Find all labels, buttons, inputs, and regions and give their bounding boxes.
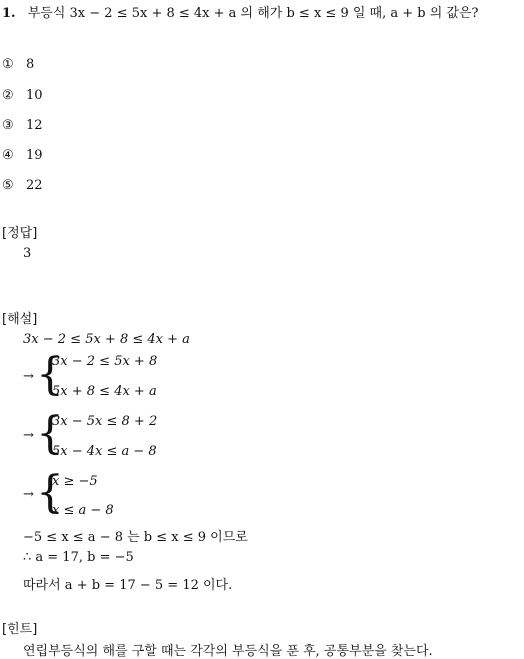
option-2[interactable] (2, 88, 43, 103)
solution-label: [해설] (2, 312, 38, 327)
solution-range-line: −5 ≤ x ≤ a − 8 는 b ≤ x ≤ 9 이므로 (23, 530, 248, 545)
option-mark: ⑤ (2, 178, 14, 193)
system-2-line-1: 3x − 5x ≤ 8 + 2 (52, 414, 158, 429)
option-1[interactable] (2, 57, 34, 72)
option-value: 22 (26, 178, 43, 193)
brace-icon: { (36, 349, 64, 400)
option-value: 8 (26, 57, 35, 72)
brace-icon: { (36, 408, 64, 459)
option-mark: ① (2, 57, 14, 72)
system-2-line-2: 5x − 4x ≤ a − 8 (52, 444, 157, 459)
solution-therefore-line: ∴ a = 17, b = −5 (23, 550, 134, 565)
option-3[interactable] (2, 118, 43, 133)
system-2 (23, 408, 223, 464)
option-value: 19 (26, 148, 43, 163)
option-mark: ② (2, 88, 14, 103)
solution-conclusion: 따라서 a + b = 17 − 5 = 12 이다. (23, 578, 233, 593)
option-mark: ④ (2, 148, 14, 163)
system-3-line-1: x ≥ −5 (52, 474, 98, 489)
question-number: 1. (2, 6, 16, 21)
arrow-icon: → (23, 369, 34, 384)
hint-text: 연립부등식의 해를 구할 때는 각각의 부등식을 푼 후, 공통부분을 찾는다. (23, 644, 433, 659)
system-3-line-2: x ≤ a − 8 (52, 503, 114, 518)
brace-icon: { (36, 467, 64, 518)
answer-value: 3 (23, 246, 32, 261)
system-1-line-2: 5x + 8 ≤ 4x + a (52, 384, 157, 399)
option-mark: ③ (2, 118, 14, 133)
question-text: 부등식 3x − 2 ≤ 5x + 8 ≤ 4x + a 의 해가 b ≤ x ≤ 9 일 때, a + b 의 값은? (27, 6, 479, 21)
system-3 (23, 468, 223, 524)
hint-label: [힌트] (2, 622, 38, 637)
option-4[interactable] (2, 148, 43, 163)
arrow-icon: → (23, 487, 34, 502)
solution-line-1: 3x − 2 ≤ 5x + 8 ≤ 4x + a (23, 332, 190, 347)
option-value: 10 (26, 88, 43, 103)
question-line (2, 2, 479, 21)
answer-label: [정답] (2, 226, 38, 241)
system-1-line-1: 3x − 2 ≤ 5x + 8 (52, 354, 158, 369)
system-1 (23, 349, 223, 405)
option-5[interactable] (2, 178, 43, 193)
option-value: 12 (26, 118, 43, 133)
arrow-icon: → (23, 428, 34, 443)
